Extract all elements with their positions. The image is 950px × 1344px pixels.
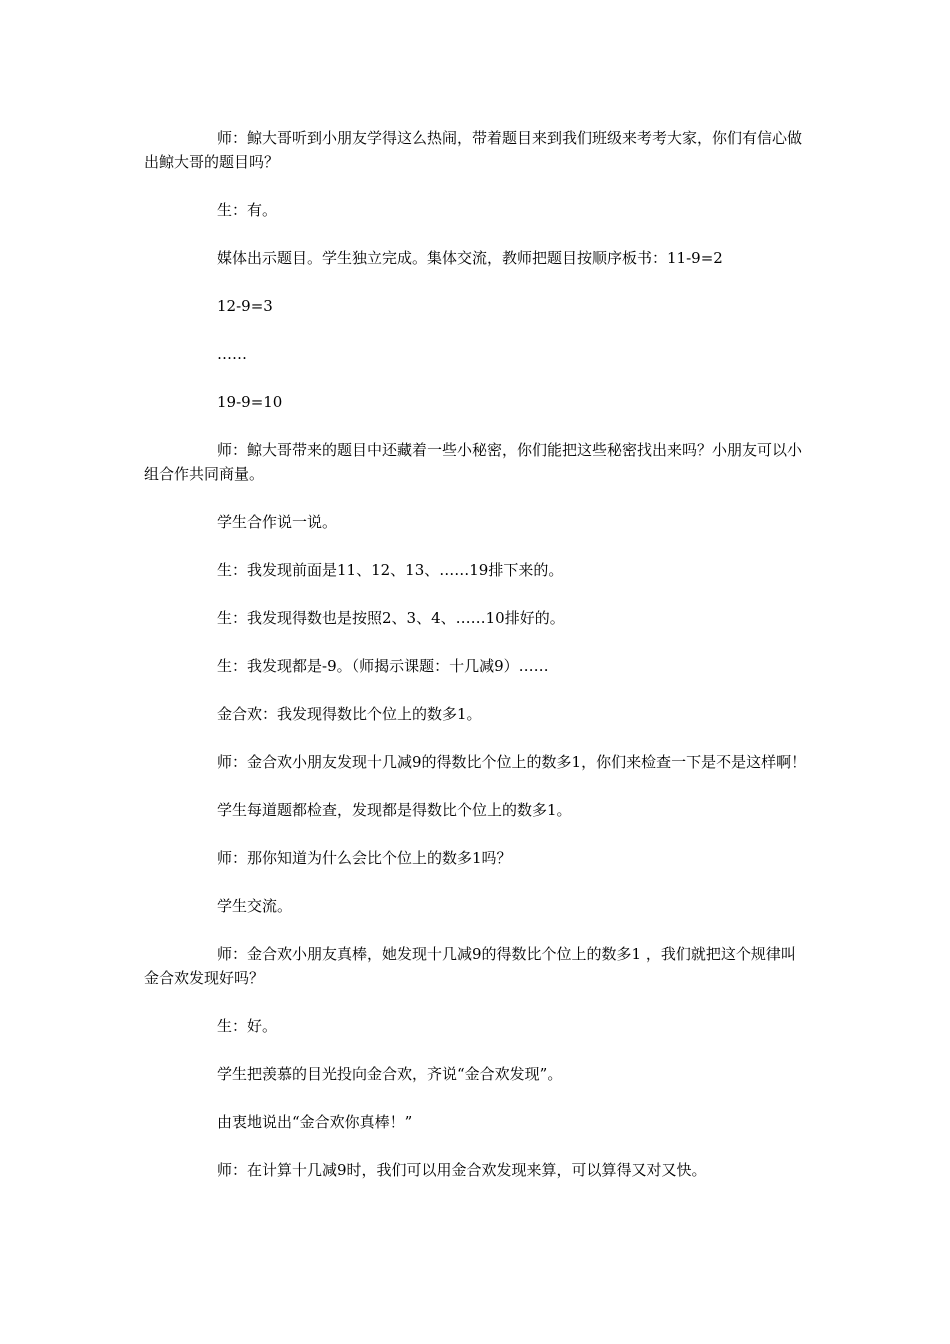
paragraph-students-admire: 学生把羡慕的目光投向金合欢，齐说“金合欢发现”。 <box>217 1065 563 1083</box>
paragraph-media-problem: 媒体出示题目。学生独立完成。集体交流，教师把题目按顺序板书：11-9=2 <box>217 249 723 267</box>
paragraph-teacher-secret: 师：鲸大哥带来的题目中还藏着一些小秘密，你们能把这些秘密找出来吗？小朋友可以小组合作共同商量。 <box>144 441 803 483</box>
paragraph-teacher-praise: 师：金合欢小朋友真棒，她发现十几减9的得数比个位上的数多1 ，我们就把这个规律叫金合欢发现好吗？ <box>144 945 796 987</box>
paragraph-ellipsis: …… <box>217 345 247 363</box>
paragraph-group-discuss: 学生合作说一说。 <box>217 513 338 531</box>
paragraph-student-front: 生：我发现前面是11、12、13、……19排下来的。 <box>217 561 564 579</box>
paragraph-student-results: 生：我发现得数也是按照2、3、4、……10排好的。 <box>217 609 565 627</box>
paragraph-sincere-praise: 由衷地说出“金合欢你真棒！” <box>217 1113 413 1131</box>
paragraph-teacher-why: 师：那你知道为什么会比个位上的数多1吗？ <box>217 849 512 867</box>
paragraph-jinhehuan-finding: 金合欢：我发现得数比个位上的数多1。 <box>217 705 482 723</box>
paragraph-student-minus9: 生：我发现都是-9。（师揭示课题：十几减9）…… <box>217 657 549 675</box>
paragraph-teacher-check: 师：金合欢小朋友发现十几减9的得数比个位上的数多1，你们来检查一下是不是这样啊！ <box>217 753 807 771</box>
paragraph-student-yes: 生：有。 <box>217 201 278 219</box>
document-body <box>144 126 810 1206</box>
paragraph-equation-12: 12-9=3 <box>217 297 273 315</box>
paragraph-students-verify: 学生每道题都检查，发现都是得数比个位上的数多1。 <box>217 801 572 819</box>
paragraph-student-ok: 生：好。 <box>217 1017 278 1035</box>
paragraph-teacher-challenge: 师：鲸大哥听到小朋友学得这么热闹，带着题目来到我们班级来考考大家，你们有信心做出鲸大哥的题目吗？ <box>144 129 803 171</box>
paragraph-equation-19: 19-9=10 <box>217 393 283 411</box>
paragraph-teacher-conclusion: 师：在计算十几减9时，我们可以用金合欢发现来算，可以算得又对又快。 <box>217 1161 707 1179</box>
paragraph-students-exchange: 学生交流。 <box>217 897 293 915</box>
